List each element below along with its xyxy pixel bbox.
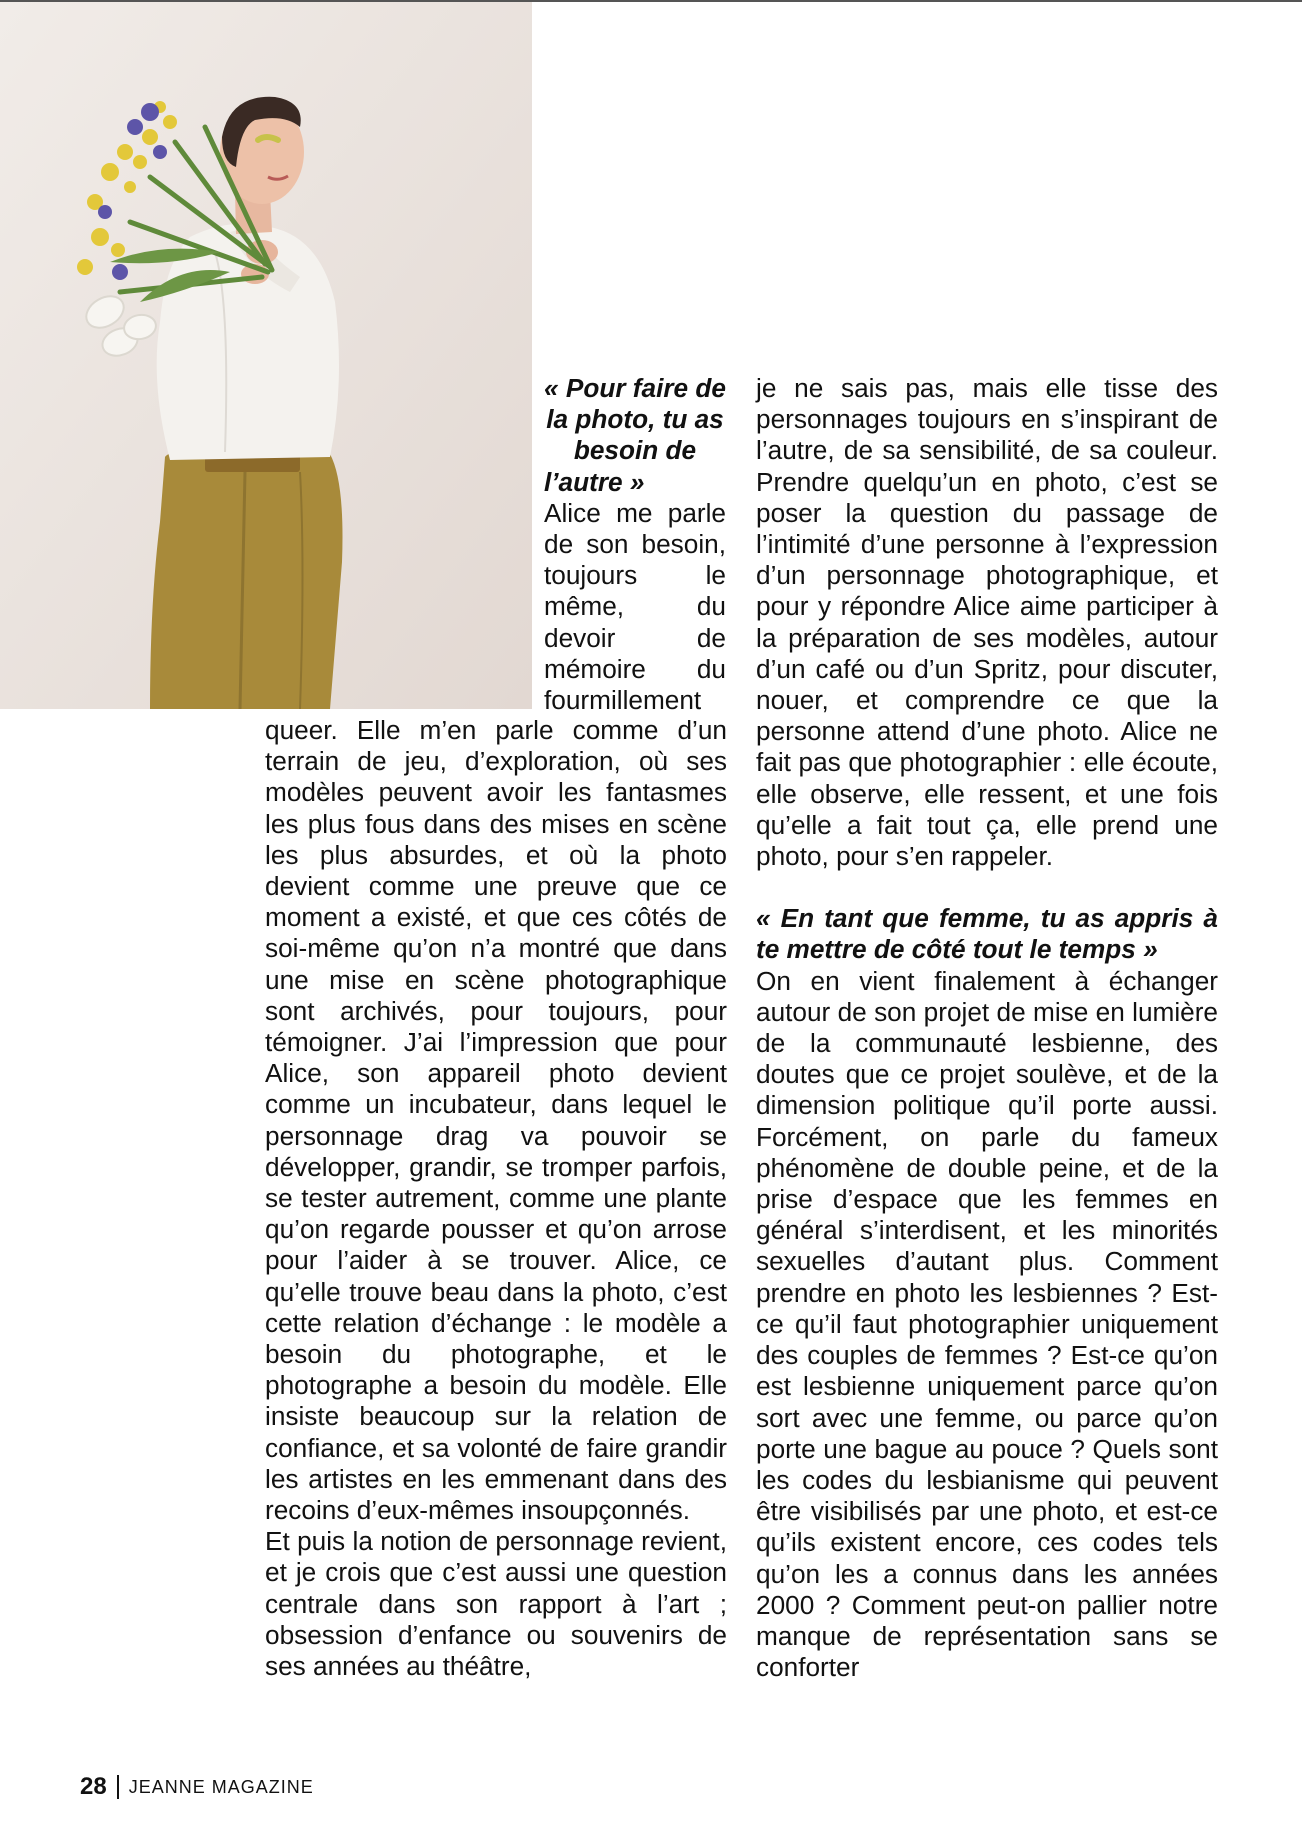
pull-quote-2: « En tant que femme, tu as appris à te mettre de côté tout le temps »: [756, 903, 1218, 965]
column-right: [756, 373, 1218, 1683]
portrait-illustration: [0, 2, 532, 709]
paragraph-2-continued: je ne sais pas, mais elle tisse des personnages toujours en s’inspirant de l’autre, de sa sensibilité, de sa couleur. Prendre quelqu’un en photo, c’est se poser la question du passage de l’intimité d’une personne à l’expression d’un personnage photographique, et pour y répondre Alice aime participer à la préparation de ses modèles, autour d’un café ou d’un Spritz, pour discuter, nouer, et comprendre ce que la personne attend d’une photo. Alice ne fait pas que photographier : elle écoute, elle observe, elle ressent, et une fois qu’elle a fait tout ça, elle prend une photo, pour s’en rappeler.: [756, 373, 1218, 872]
pull-quote-1: « Pour faire de la photo, tu as besoin de l’autre »: [544, 373, 726, 497]
portrait-photo: [0, 2, 532, 709]
paragraph-3: On en vient finalement à échanger autour de son projet de mise en lumière de la communauté lesbienne, des doutes que ce projet soulève, et de la dimension politique qu’il porte aussi. Forcément, on parle du fameux phénomène de double peine, et de la prise d’espace que les femmes en général s’interdisent, et les minorités sexuelles d’autant plus. Comment prendre en photo les lesbiennes ? Est-ce qu’il faut photographier uniquement des couples de femmes ? Est-ce qu’on est lesbienne uniquement parce qu’on sort avec une femme, ou parce qu’on porte une bague au pouce ? Quels sont les codes du lesbianisme qui peuvent être visibilisés par une photo, et est-ce qu’ils existent encore, ces codes tels qu’on les a connus dans les années 2000 ? Comment peut-on pallier notre manque de représentation sans se conforter: [756, 965, 1218, 1683]
column-left: [265, 715, 727, 1682]
footer-separator: [117, 1775, 119, 1799]
page-footer: [80, 1772, 314, 1802]
paragraph-1-continued: queer. Elle m’en parle comme d’un terrain de jeu, d’exploration, où ses modèles peuvent avoir les fantasmes les plus fous dans des mises en scène les plus absurdes, et où la photo devient comme une preuve que ce moment a existé, et que ces côtés de soi-même qu’on n’a montré que dans une mise en scène photographique sont archivés, pour toujours, pour témoigner. J’ai l’impression que pour Alice, son appareil photo devient comme un incubateur, dans lequel le personnage drag va pouvoir se développer, grandir, se tromper parfois, se tester autrement, comme une plante qu’on regarde pousser et qu’on arrose pour l’aider à se trouver. Alice, ce qu’elle trouve beau dans la photo, c’est cette relation d’échange : le modèle a besoin du photographe, et le photographe a besoin du modèle. Elle insiste beaucoup sur la relation de confiance, et sa volonté de faire grandir les artistes en les emmenant dans des recoins d’eux-mêmes insoupçonnés.: [265, 715, 727, 1526]
column-left-top: [544, 373, 726, 716]
paragraph-1-start: Alice me parle de son besoin, toujours le même, du devoir de mémoire du fourmillement: [544, 497, 726, 716]
page-number: 28: [80, 1773, 107, 1800]
magazine-name: JEANNE MAGAZINE: [128, 1776, 314, 1797]
paragraph-2: Et puis la notion de personnage revient, et je crois que c’est aussi une question centrale dans son rapport à l’art ; obsession d’enfance ou souvenirs de ses années au théâtre,: [265, 1526, 727, 1682]
